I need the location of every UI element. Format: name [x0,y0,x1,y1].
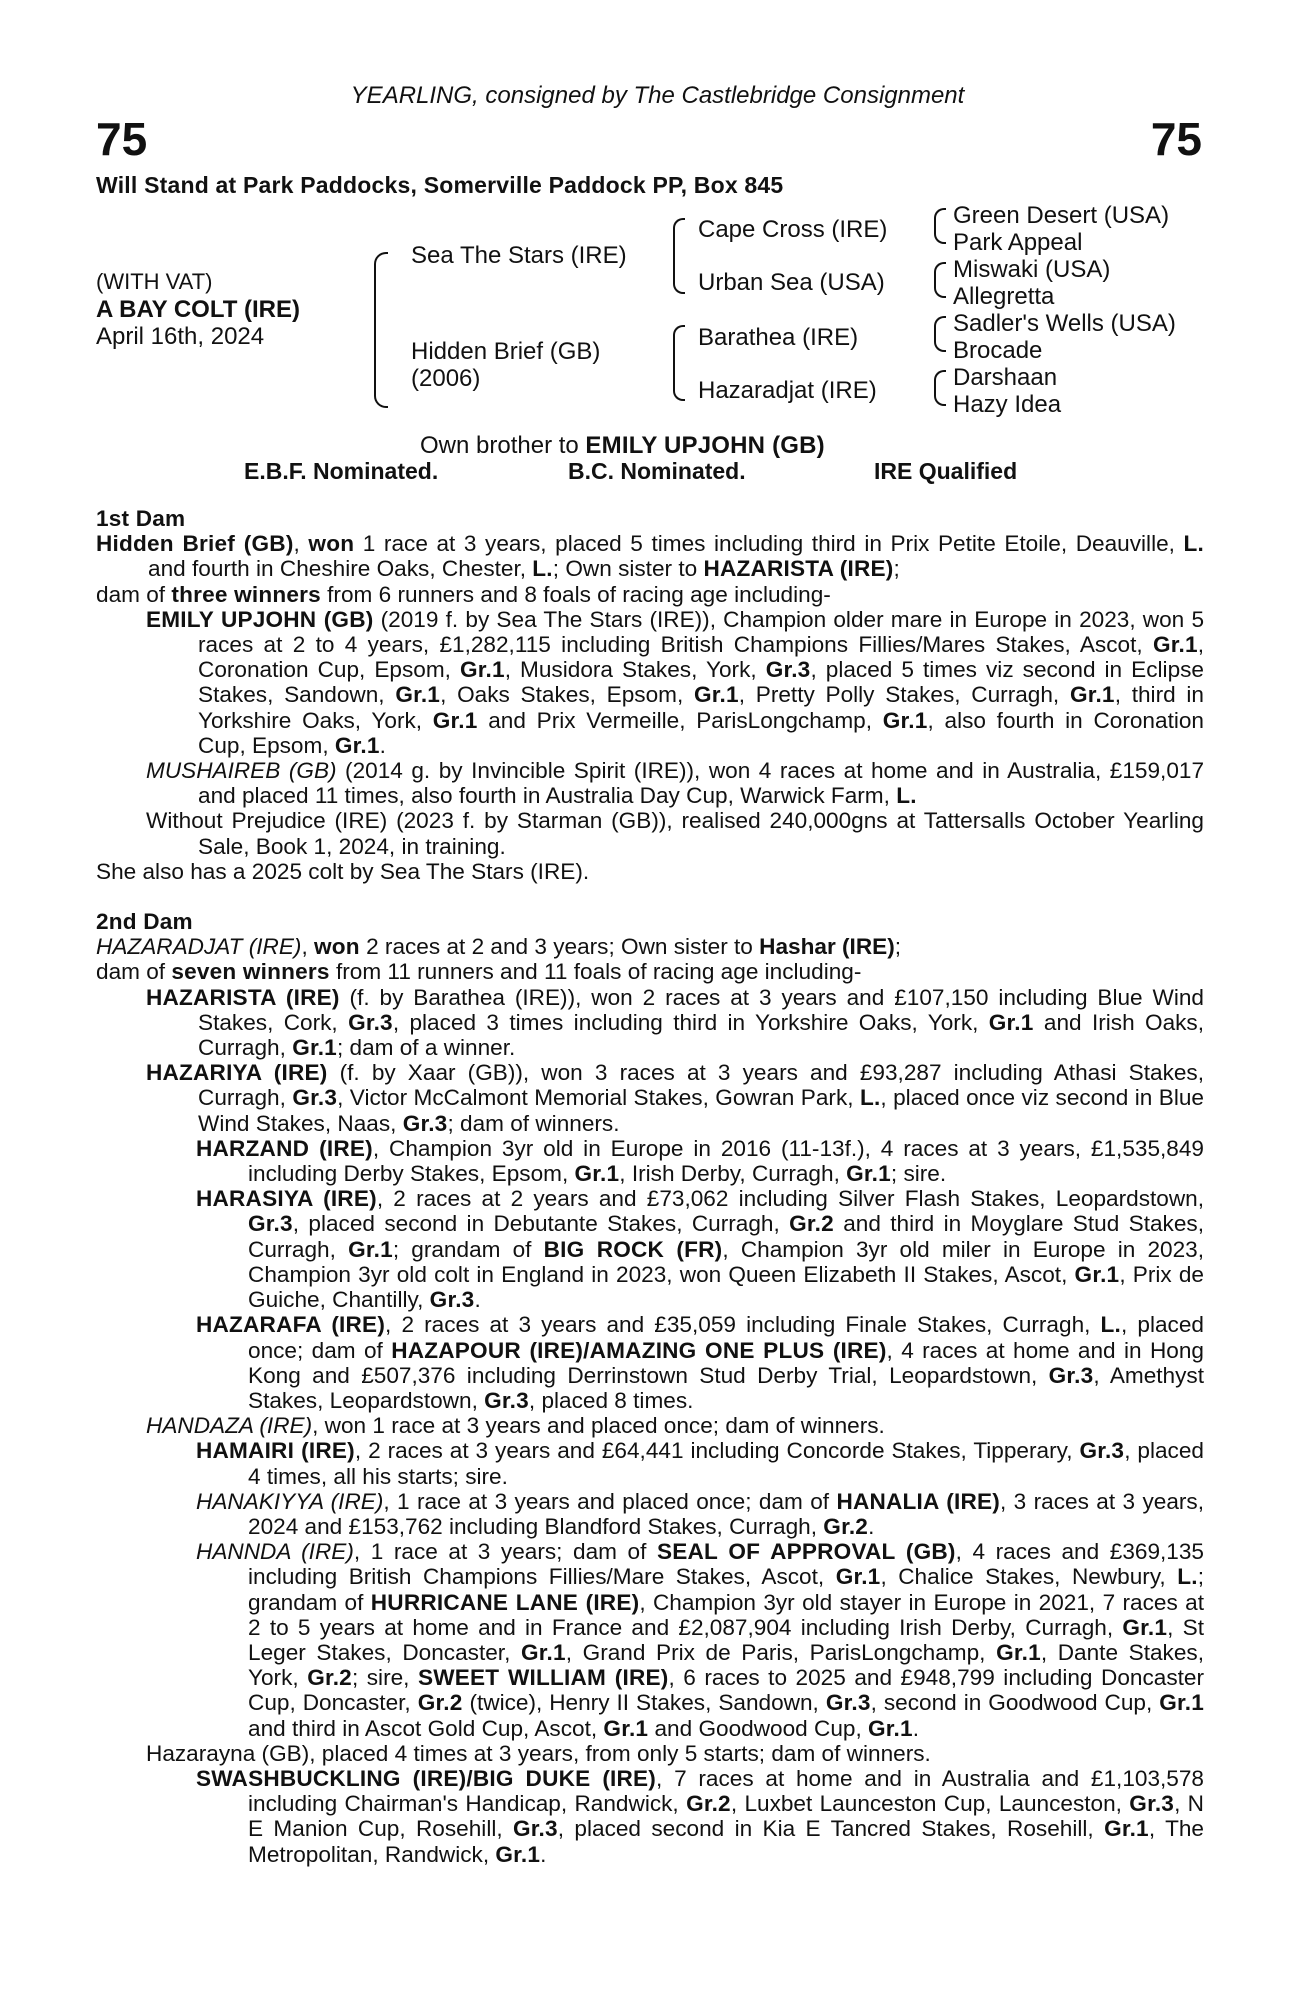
text-run: HANALIA (IRE) [836,1488,1001,1514]
text-run: Gr.3 [429,1287,475,1313]
vat-note: (WITH VAT) [96,269,213,294]
text-run: , placed second in Kia E Tancred Stakes, Rosehill, [557,1816,1105,1842]
text-run: 2 races at 2 and 3 years; Own sister to [359,934,760,960]
text-run: ; dam of winners. [447,1110,620,1136]
text-run: Gr.3 [484,1387,529,1413]
text-run: HANDAZA (IRE) [146,1413,313,1439]
text-run: HANNDA (IRE) [196,1539,354,1565]
text-run: , 4 races and £369,135 including British Champions Fillies/Mare Stakes, Ascot, [248,1539,1204,1590]
text-run: MUSHAIREB (GB) [146,758,337,784]
catalogue-body [96,506,1204,1867]
text-run: Gr.1 [520,1639,566,1665]
dd-sire: Darshaan [953,364,1058,391]
first-dam-heading: 1st Dam [96,506,186,531]
text-run: , 1 race at 3 years and placed once; dam of [383,1488,837,1514]
ss-dam: Park Appeal [953,229,1083,256]
text-run: . [474,1287,481,1313]
sire: Sea The Stars (IRE) [411,242,627,269]
text-run: , 4 races at home and in Hong Kong and £507,376 including Derrinstown Stud Derby Trial, Leopardstown, [248,1337,1204,1388]
ds-brace [934,316,946,352]
second-dam-produce-summary [96,959,1204,984]
text-run: ; grandam of [248,1564,1204,1615]
text-run: from 11 runners and 11 foals of racing age including- [329,959,862,985]
text-run: SWASHBUCKLING (IRE)/BIG DUKE (IRE) [196,1765,657,1791]
text-run: EMILY UPJOHN (GB) [146,606,374,632]
lot-number-right: 75 [1150,113,1202,165]
dd-dam: Hazy Idea [953,391,1062,418]
text-run: Gr.1 [395,682,441,708]
foaling-date: April 16th, 2024 [96,323,265,350]
text-run: , also fourth in Coronation Cup, Epsom, [198,707,1204,758]
text-run: HAZARISTA (IRE) [703,556,894,582]
text-run: HAZARADJAT (IRE) [96,934,302,960]
sire-dam: Urban Sea (USA) [698,269,885,296]
text-run: HAZAPOUR (IRE)/AMAZING ONE PLUS (IRE) [391,1337,887,1363]
text-run: Gr.2 [686,1791,731,1817]
text-run: HANAKIYYA (IRE) [196,1488,384,1514]
text-run: (2014 g. by Invincible Spirit (IRE)), won 4 races at home and in Australia, £159,017 and placed 11 times, also fourth in Australia Day Cup, Warwick Farm, [198,758,1205,809]
sd-dam: Allegretta [953,283,1055,310]
text-run: Gr.3 [1079,1438,1125,1464]
text-run: BIG ROCK (FR) [543,1236,723,1262]
text-run: HAZARIYA (IRE) [146,1060,328,1086]
sd-brace [934,262,946,298]
text-run: , Dante Stakes, York, [248,1639,1204,1691]
text-run: Gr.1 [574,1161,620,1187]
text-run: Gr.1 [1104,1816,1149,1842]
text-run: (2019 f. by Sea The Stars (IRE)), Champion older mare in Europe in 2023, won 5 races at 2 to 4 years, £1,282,115 including British Champions Fillies/Mares Stakes, Ascot, [198,606,1205,658]
text-run: , [301,934,315,960]
ss-brace [934,208,946,244]
text-run: HARASIYA (IRE) [196,1186,377,1212]
text-run: Hidden Brief (GB) [96,531,294,557]
text-run: , placed once; dam of [248,1312,1204,1363]
text-run: Gr.1 [868,1715,913,1741]
text-run: and third in Ascot Gold Cup, Ascot, [248,1715,604,1741]
section-gap [96,884,1204,909]
text-run: L. [859,1085,881,1111]
text-run: (twice), Henry II Stakes, Sandown, [462,1690,826,1716]
dam: Hidden Brief (GB) [411,338,601,365]
produce-harzand [96,1136,1204,1186]
first-dam-record [96,531,1204,581]
text-run: Gr.3 [513,1816,558,1842]
text-run: Gr.1 [348,1236,393,1262]
text-run: , placed second in Debutante Stakes, Curragh, [292,1211,790,1237]
first-dam-2025-colt [96,859,1204,884]
text-run: , 2 races at 3 years and £64,441 including Concorde Stakes, Tipperary, [354,1438,1080,1464]
text-run: , placed 4 times, all his starts; sire. [248,1438,1204,1489]
produce-hazarafa [96,1312,1204,1413]
text-run: , Musidora Stakes, York, [504,657,766,683]
text-run: HAZARAFA (IRE) [196,1312,386,1338]
text-run: L. [532,556,553,582]
text-run: , second in Goodwood Cup, [870,1690,1160,1716]
text-run: seven winners [171,959,330,985]
text-run: , The Metropolitan, Randwick, [248,1816,1204,1867]
text-run: Gr.1 [693,682,739,708]
text-run: , Pretty Polly Stakes, Curragh, [738,682,1070,708]
text-run: ; grandam of [392,1236,544,1262]
text-run: , [293,531,309,557]
produce-hannda [96,1539,1204,1741]
text-run: Gr.1 [292,1035,337,1061]
text-run: L. [1177,1564,1198,1590]
text-run: , Grand Prix de Paris, ParisLongchamp, [565,1639,997,1665]
lot-number-left: 75 [96,113,148,165]
text-run: Gr.1 [1074,1261,1120,1287]
own-brother-note [420,432,825,460]
sd-sire: Miswaki (USA) [953,256,1111,283]
text-run: Gr.1 [1159,1690,1204,1716]
text-run: Gr.3 [1048,1362,1094,1388]
text-run: , Champion 3yr old in Europe in 2016 (11-13f.), 4 races at 3 years, £1,535,849 including Derby Stakes, Epsom, [248,1135,1204,1187]
text-run: , Prix de Guiche, Chantilly, [248,1261,1204,1313]
text-run: Gr.3 [765,657,811,683]
text-run: HAMAIRI (IRE) [196,1438,355,1464]
text-run: Gr.1 [1152,632,1198,658]
pedigree-main-brace [374,252,388,408]
text-run: three winners [171,581,321,607]
text-run: Gr.1 [432,707,478,733]
ds-dam: Brocade [953,337,1043,364]
text-run: Gr.3 [1129,1791,1175,1817]
text-run: , won 1 race at 3 years and placed once; dam of winners. [312,1413,885,1439]
ss-sire: Green Desert (USA) [953,202,1170,229]
text-run: Gr.3 [402,1110,448,1136]
own-brother-prefix: Own brother to [420,432,586,459]
text-run: , Oaks Stakes, Epsom, [440,682,694,708]
text-run: , Champion 3yr old stayer in Europe in 2021, 7 races at 2 to 5 years at home and in France and £2,087,904 including Irish Derby, Curragh, [248,1589,1204,1640]
horse-name: A BAY COLT (IRE) [96,296,301,323]
text-run: from 6 runners and 8 foals of racing age including- [320,581,831,607]
text-run: Gr.3 [348,1009,393,1035]
text-run: won [314,934,360,960]
text-run: dam of [96,959,172,985]
text-run: , placed once viz second in Blue Wind Stakes, Naas, [198,1085,1205,1136]
text-run: ; sire. [890,1161,947,1187]
ds-sire: Sadler's Wells (USA) [953,310,1176,337]
stand-location: Will Stand at Park Paddocks, Somerville Paddock PP, Box 845 [96,172,784,198]
sire-sire: Cape Cross (IRE) [698,216,888,243]
bc-nominated: B.C. Nominated. [568,458,746,484]
dd-brace [934,370,946,406]
text-run: HARZAND (IRE) [196,1135,373,1161]
produce-mushaireb [96,758,1204,808]
text-run: , Champion 3yr old miler in Europe in 2023, Champion 3yr old colt in England in 2023, won Queen Elizabeth II Stakes, Ascot, [248,1236,1205,1287]
text-run: Gr.1 [603,1715,649,1741]
produce-without-prejudice [96,808,1204,858]
produce-hazarayna [96,1741,1204,1766]
second-dam-heading: 2nd Dam [96,909,193,935]
text-run: . [868,1513,875,1539]
produce-handaza [96,1413,1204,1438]
text-run: , Victor McCalmont Memorial Stakes, Gowran Park, [337,1085,860,1111]
ebf-nominated: E.B.F. Nominated. [244,458,439,484]
text-run: Gr.1 [459,657,505,683]
text-run: and Goodwood Cup, [648,1715,869,1741]
text-run: Gr.1 [1069,682,1115,708]
text-run: Gr.1 [495,1841,541,1867]
text-run: L. [1100,1312,1122,1338]
text-run: , Luxbet Launceston Cup, Launceston, [730,1791,1130,1817]
text-run: , placed 5 times viz second in Eclipse Stakes, Sandown, [198,657,1204,708]
text-run: dam of [96,581,172,607]
text-run: won [308,531,355,557]
text-run: , 2 races at 2 years and £73,062 including Silver Flash Stakes, Leopardstown, [376,1186,1204,1212]
text-run: Gr.1 [988,1009,1034,1035]
text-run: Without Prejudice (IRE) (2023 f. by Starman (GB)), realised 240,000gns at Tattersalls October Yearling Sale, Book 1, 2024, in training. [146,808,1204,859]
text-run: , placed 8 times. [528,1387,694,1413]
text-run: . [379,732,386,758]
text-run: , 3 races at 3 years, 2024 and £153,762 including Blandford Stakes, Curragh, [248,1488,1205,1539]
text-run: Gr.3 [248,1211,293,1237]
text-run: HAZARISTA (IRE) [146,984,340,1010]
text-run: Gr.1 [846,1161,891,1187]
own-brother-name: EMILY UPJOHN (GB) [585,432,825,459]
text-run: Gr.3 [825,1690,871,1716]
text-run: and Irish Oaks, Curragh, [198,1009,1205,1061]
text-run: , 6 races to 2025 and £948,799 including Doncaster Cup, Doncaster, [248,1665,1204,1716]
text-run: Gr.1 [1122,1614,1168,1640]
text-run: (f. by Xaar (GB)), won 3 races at 3 years and £93,287 including Athasi Stakes, Curragh, [198,1060,1205,1111]
text-run: , 1 race at 3 years; dam of [353,1539,657,1565]
text-run: Gr.1 [835,1564,881,1590]
dam-dam: Hazaradjat (IRE) [698,377,877,404]
text-run: . [912,1715,920,1741]
produce-harasiya [96,1186,1204,1312]
text-run: Gr.2 [823,1513,869,1539]
text-run: Gr.2 [789,1211,834,1237]
text-run: ; dam of a winner. [336,1035,516,1061]
text-run: Hashar (IRE) [759,934,895,960]
text-run: , N E Manion Cup, Rosehill, [248,1791,1204,1842]
text-run: ; [894,934,902,960]
text-run: ; [893,556,900,582]
produce-hamairi [96,1438,1204,1488]
consignor-line: YEARLING, consigned by The Castlebridge Consignment [350,82,965,109]
text-run: ; sire, [351,1665,418,1691]
produce-swashbuckling [96,1766,1204,1867]
text-run: She also has a 2025 colt by Sea The Stars (IRE). [96,858,590,884]
dam-year: (2006) [411,365,481,392]
dam-line-brace [673,325,685,401]
text-run: HURRICANE LANE (IRE) [370,1589,640,1615]
text-run: Gr.3 [292,1085,338,1111]
text-run: and Prix Vermeille, ParisLongchamp, [477,707,883,733]
text-run: L. [896,783,917,809]
text-run: L. [1183,531,1204,557]
text-run: , Irish Derby, Curragh, [619,1161,847,1187]
text-run: and fourth in Cheshire Oaks, Chester, [148,556,533,582]
text-run: , 2 races at 3 years and £35,059 including Finale Stakes, Curragh, [385,1312,1101,1338]
text-run: Hazarayna (GB), placed 4 times at 3 years, from only 5 starts; dam of winners. [146,1740,931,1766]
text-run: , Coronation Cup, Epsom, [198,632,1204,683]
text-run: Gr.1 [996,1639,1041,1665]
sire-line-brace [673,218,685,294]
text-run: , Amethyst Stakes, Leopardstown, [248,1362,1204,1413]
text-run: Gr.1 [334,732,380,758]
text-run: ; Own sister to [552,556,704,582]
second-dam-record [96,934,1204,959]
produce-emily-upjohn [96,607,1204,758]
text-run: . [540,1841,547,1867]
produce-hazarista [96,985,1204,1061]
text-run: , 7 races at home and in Australia and £1,103,578 including Chairman's Handicap, Randwick, [248,1765,1204,1817]
dam-sire: Barathea (IRE) [698,324,859,351]
text-run: , Chalice Stakes, Newbury, [880,1564,1178,1590]
text-run: Gr.2 [417,1690,463,1716]
text-run: , third in Yorkshire Oaks, York, [198,682,1204,733]
first-dam-produce-summary [96,582,1204,607]
produce-hanakiyya [96,1489,1204,1539]
text-run: (f. by Barathea (IRE)), won 2 races at 3 years and £107,150 including Blue Wind Stakes, Cork, [198,984,1205,1035]
text-run: , placed 3 times including third in Yorkshire Oaks, York, [392,1009,989,1035]
text-run: and third in Moyglare Stud Stakes, Curragh, [248,1211,1204,1262]
ire-qualified: IRE Qualified [874,458,1018,484]
text-run: SEAL OF APPROVAL (GB) [656,1539,956,1565]
produce-hazariya [96,1060,1204,1136]
text-run: Gr.2 [307,1665,352,1691]
text-run: Gr.1 [882,707,928,733]
text-run: 1 race at 3 years, placed 5 times including third in Prix Petite Etoile, Deauville, [354,531,1184,557]
text-run: SWEET WILLIAM (IRE) [417,1665,669,1691]
text-run: , St Leger Stakes, Doncaster, [248,1614,1204,1665]
